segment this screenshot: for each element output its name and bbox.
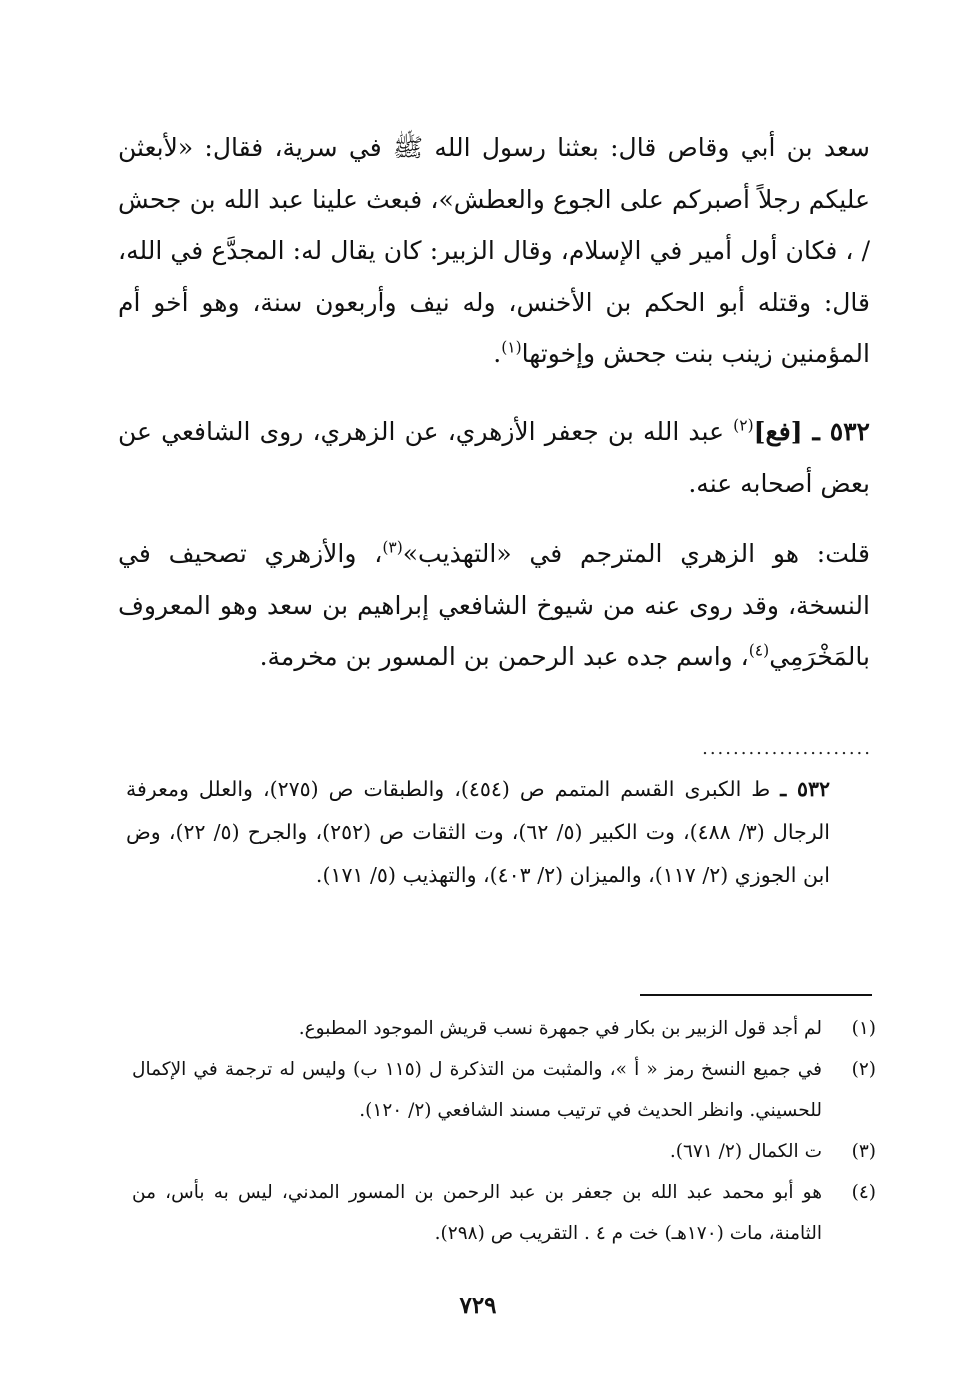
footnote-text: هو أبو محمد عبد الله بن جعفر بن عبد الرحمن بن المسور المدني، ليس به بأس، من الثامنة، مات (١٧٠هـ) خت م ٤ . التقريب ص (٢٩٨). [132, 1182, 822, 1244]
footnote-number: (٢) [851, 1059, 876, 1080]
footnote-text: في جميع النسخ رمز « أ »، والمثبت من التذكرة ل (١١٥ ب) وليس له ترجمة في الإكمال للحسيني. وانظر الحديث في ترتيب مسند الشافعي (٢/ ١٢٠). [132, 1059, 823, 1121]
references-text: ط الكبرى القسم المتمم ص (٤٥٤)، والطبقات ص (٢٧٥)، والعلل ومعرفة الرجال (٣/ ٤٨٨)، وت الكبير (٥/ ٦٢)، وت الثقات ص (٢٥٢)، والجرح (٥/ ٢٢)، وض ابن الجوزي (٢/ ١١٧)، والميزان (٢/ ٤٠٣)، والتهذيب (٥/ ١٧١). [126, 777, 830, 887]
references-entry-number: ٥٣٢ ـ [780, 777, 830, 801]
footnote-text: لم أجد قول الزبير بن بكار في جمهرة نسب قريش الموجود المطبوع. [298, 1018, 822, 1039]
paragraph-text-end: ، واسم جده عبد الرحمن بن المسور بن مخرمة. [259, 642, 749, 671]
footnote-text: ت الكمال (٢/ ٦٧١). [669, 1141, 822, 1162]
footnote-3 [132, 1131, 876, 1172]
paragraph-text: سعد بن أبي وقاص قال: بعثنا رسول الله ﷺ في سرية، فقال: «لأبعثن عليكم رجلاً أصبركم على الجوع والعطش»، فبعث علينا عبد الله بن جحش / ، فكان أول أمير في الإسلام، وقال الزبير: كان يقال له: المجدَّع في الله، قال: وقتله أبو الحكم بن الأخنس، وله نيف وأربعون سنة، وهو أخو أم المؤمنين زينب بنت جحش وإخوتها [118, 133, 870, 368]
paragraph-text-mid: ، والأزهري تصحيف في النسخة، وقد روى عنه من شيوخ الشافعي إبراهيم بن سعد وهو المعروف بالمَخْرَمِي [118, 539, 870, 671]
page-number: ٧٢٩ [459, 1292, 497, 1319]
paragraph-text: قلت: هو الزهري المترجم في «التهذيب» [402, 539, 870, 568]
footnote-number: (٣) [851, 1141, 876, 1162]
entry-text: عبد الله بن جعفر الأزهري، عن الزهري، روى الشافعي عن بعض أصحابه عنه. [118, 417, 870, 498]
entry-number: ٥٣٢ ـ [فع] [753, 417, 870, 446]
footnote-number: (٤) [851, 1182, 876, 1203]
footnote-1 [132, 1008, 876, 1049]
references-block [126, 768, 830, 897]
footnote-ref-3[interactable]: (٣) [382, 538, 403, 557]
footnote-rule [640, 994, 872, 996]
entry-532 [118, 406, 870, 509]
footnote-ref-4[interactable]: (٤) [748, 641, 770, 660]
footnote-ref-1[interactable]: (١) [501, 338, 522, 357]
footnote-number: (١) [851, 1018, 876, 1039]
paragraph-qultu [118, 528, 870, 683]
footnotes [132, 1008, 876, 1254]
paragraph-text-end: . [493, 339, 502, 368]
paragraph-sad-bin-abi-waqqas [118, 122, 870, 380]
footnote-2 [132, 1049, 876, 1131]
footnote-ref-2[interactable]: (٢) [733, 416, 754, 435]
dotted-separator: ...................... [702, 738, 872, 759]
footnote-4 [132, 1172, 876, 1254]
